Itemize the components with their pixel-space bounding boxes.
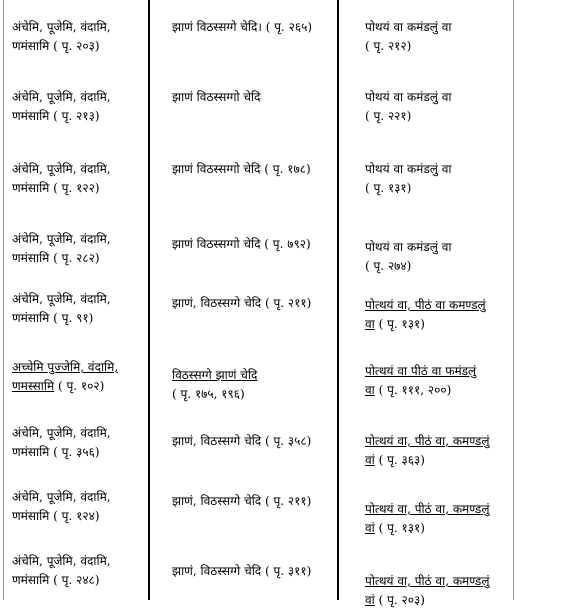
table-cell [12, 88, 111, 126]
cell-line: अंचेमि, पूजेमि, वंदामि, [12, 292, 111, 306]
cell-line: ( पृ. १३१) [365, 181, 412, 195]
cell-line: पोत्थयं वा, पीठं वा, कमण्डलुं [365, 574, 490, 588]
cell-line: णमंसामि ( पृ. २१३) [12, 109, 100, 123]
cell-line: पोथयं वा कमंडलुं वा [365, 162, 452, 176]
cell-line: वा ( पृ. १३१) [365, 317, 425, 331]
cell-line: अंचेमि, पूजेमि, वंदामि, [12, 554, 111, 568]
cell-line: झाणं विठस्सग्गे चेदि। ( पृ. २६५) [172, 20, 313, 34]
cell-line: विठस्सग्गे झाणं चेदि [172, 368, 258, 382]
cell-line: अंचेमि, पूजेमि, वंदामि, [12, 90, 111, 104]
cell-line: ( पृ. १७५, १९६) [172, 387, 245, 401]
column-divider [148, 0, 150, 600]
cell-line: अंचेमि, पूजेमि, वंदामि, [12, 20, 111, 34]
table-cell [365, 238, 452, 276]
cell-line: णमंसामि ( पृ. २८२) [12, 251, 100, 265]
table-cell [12, 290, 111, 328]
table-cell [12, 552, 111, 590]
cell-line: णमंसामि ( पृ. १२४) [12, 509, 100, 523]
table-cell [172, 492, 311, 511]
table-cell [365, 296, 486, 334]
table-cell [365, 432, 490, 470]
table-cell [365, 88, 452, 126]
cell-line: ( पृ. २१२) [365, 39, 412, 53]
cell-line: पोत्थयं वा पीठं वा फमंडलुं [365, 364, 477, 378]
left-border [3, 0, 4, 600]
cell-line: पोत्थयं वा, पीठं वा, कमण्डलुं [365, 502, 490, 516]
cell-line: वां ( पृ. ३६३) [365, 453, 425, 467]
table-cell [172, 88, 260, 107]
cell-line: णमंसामि ( पृ. २४८) [12, 573, 100, 587]
cell-line: झाणं विठस्सग्गो चेदि [172, 90, 261, 104]
cell-line: वा ( पृ. १११, २००) [365, 383, 452, 397]
table-cell [172, 235, 311, 254]
cell-line: झाणं विठस्सग्गो चेदि ( पृ. १७८) [172, 162, 311, 176]
table-cell [172, 366, 257, 404]
cell-line: णमंसामि ( पृ. ३५६) [12, 445, 100, 459]
cell-line: अंचेमि, पूजेमि, वंदामि, [12, 232, 111, 246]
table-cell [12, 18, 111, 56]
cell-line: णमंसामि ( पृ. २०३) [12, 39, 100, 53]
cell-line: पोत्थयं वा, पीठं वा, कमण्डलुं [365, 434, 490, 448]
table-cell [365, 18, 452, 56]
cell-line: अंचेमि, पूजेमि, वंदामि, [12, 162, 111, 176]
cell-line: झाणं, विठस्सग्गे चेदि ( पृ. ३५८) [172, 434, 312, 448]
cell-line: ( पृ. २२१) [365, 109, 412, 123]
table-cell [365, 160, 452, 198]
table-cell [172, 562, 311, 581]
cell-line: झाणं, विठस्सग्गे चेदि ( पृ. २११) [172, 296, 312, 310]
underlined-word: वां [365, 453, 375, 467]
cell-line: झाणं विठस्सग्गो चेदि ( पृ. ७९२) [172, 237, 311, 251]
table-cell [172, 160, 311, 179]
underlined-word: वा [365, 317, 375, 331]
cell-line: णमस्सामि ( पृ. १०२) [12, 379, 105, 393]
table-cell [365, 572, 490, 610]
cell-line: पोत्थयं वा, पीठं वा कमण्डलुं [365, 298, 486, 312]
table-cell [172, 432, 311, 451]
cell-line: ( पृ. २७४) [365, 259, 412, 273]
table-cell [12, 160, 111, 198]
cell-line: अंचेमि, पूजेमि, वंदामि, [12, 490, 111, 504]
table-cell [172, 294, 311, 313]
cell-line: झाणं, विठस्सग्गे चेदि ( पृ. २११) [172, 494, 312, 508]
underlined-word: णमस्सामि [12, 379, 55, 393]
column-divider [337, 0, 339, 600]
cell-line: पोथयं वा कमंडलुं वा [365, 240, 452, 254]
underlined-word: वां [365, 593, 375, 607]
table-cell [12, 424, 111, 462]
table-cell [365, 500, 490, 538]
table-cell [12, 230, 111, 268]
underlined-word: वा [365, 383, 375, 397]
cell-line: वां ( पृ. १३१) [365, 521, 425, 535]
cell-line: पोथयं वा कमंडलुं वा [365, 20, 452, 34]
table-cell [365, 362, 476, 400]
underlined-word: वां [365, 521, 375, 535]
table-cell [12, 358, 118, 396]
cell-line: झाणं, विठस्सग्गे चेदि ( पृ. ३११) [172, 564, 312, 578]
cell-line: अंचेमि, पूजेमि, वंदामि, [12, 426, 111, 440]
cell-line: वां ( पृ. २०३) [365, 593, 425, 607]
table-cell [172, 18, 312, 37]
cell-line: अच्चेमि पुज्जेमि, वंदामि, [12, 360, 119, 374]
cell-line: णमंसामि ( पृ. ९१) [12, 311, 94, 325]
cell-line: पोथयं वा कमंडलुं वा [365, 90, 452, 104]
table-cell [12, 488, 111, 526]
cell-line: णमंसामि ( पृ. १२२) [12, 181, 100, 195]
right-border [513, 0, 514, 600]
